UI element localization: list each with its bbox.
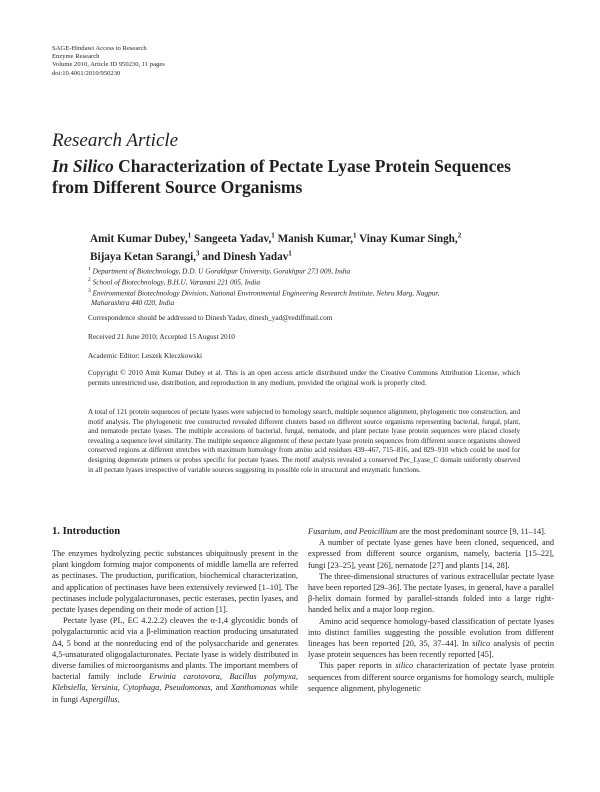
paragraph: Fusarium, and Penicillium are the most predominant source [9, 11–14]. (308, 527, 546, 536)
paragraph: Pectate lyase (PL, EC 4.2.2.2) cleaves the α-1,4 glycosidic bonds of polygalacturonic acid via a β-elimination reaction producing unsaturated Δ4, 5 bond at the nonreducing end of the polysaccharide and generates 4,5-unsaturated oligogalacturonates. Pectate lyase is widely distributed in diverse families of microorganisms and plants. The important members of bacterial family include Erwinia carotovora, Bacillus polymyxa, Klebsiella, Yersinia, Cytophaga, Pseudomonas, and Xanthomonas while in fungi Aspergillus, (52, 616, 299, 704)
author: Bijaya Ketan Sarangi,$^3$ (90, 249, 200, 263)
correspondence: Correspondence should be addressed to Dinesh Yadav, dinesh_yad@rediffmail.com (88, 313, 333, 322)
received-dates: Received 21 June 2010; Accepted 15 August 2010 (88, 332, 235, 341)
abstract: A total of 121 protein sequences of pectate lyases were subjected to homology search, multiple sequence alignment, phylogenetic tree construction, and motif analysis. The phylogenetic tree constructed revealed different clusters based on different source organisms representing bacterial, fungal, plant, and nematode pectate lyases. The multiple accessions of bacterial, fungal, nematode, and plant pectate lyase protein sequences were placed closely revealing a sequence level similarity. The multiple sequence alignment of these pectate lyase protein sequences from different source organisms showed conserved regions at different stretches with maximum homology from amino acid residues 439–467, 715–816, and 829–910 which could be used for designing degenerate primers or probes specific for pectate lyases. The motif analysis revealed a conserved Pec_Lyase_C domain uniformly observed in all pectate lyases irrespective of variable sources suggesting its possible role in structural and enzymatic functions. (88, 408, 520, 474)
affiliation-3: $^3$ Environmental Biotechnology Division, National Environmental Engineering Research Institute, Nehru Marg, Nagpur, (88, 288, 440, 298)
title-line2: from Different Source Organisms (52, 176, 303, 197)
title-line1: Characterization of Pectate Lyase Protein Sequences (113, 156, 511, 176)
header-publisher: SAGE-Hindawi Access to Research (52, 45, 147, 52)
section-heading: 1. Introduction (52, 526, 121, 537)
left-column (52, 548, 298, 705)
paper-title (52, 156, 552, 197)
header-doi: doi:10.4061/2010/950230 (52, 69, 121, 77)
author: and Dinesh Yadav$^1$ (202, 249, 292, 263)
affiliations (88, 265, 518, 308)
affiliation-1: $^1$ Department of Biotechnology, D.D. U Gorakhpur University, Gorakhpur 273 009, India (88, 266, 351, 276)
author-list (90, 228, 530, 264)
paragraph: The three-dimensional structures of various extracellular pectate lyase have been reported [29–36]. The pectate lyases, in general, have a parallel β-helix domain formed by parallel-strands folded into a large right-handed helix and a major loop region. (308, 571, 554, 615)
paragraph: Amino acid sequence homology-based classification of pectate lyases into distinct families suggesting the possible evolution from different lineages has been reported [20, 35, 37–44]. In silico analysis of pectin lyase protein sequences has been recently reported [45]. (308, 616, 554, 660)
header-journal: Enzyme Research (52, 53, 100, 61)
affiliation-2: $^2$ School of Biotechnology, B.H.U, Varanasi 221 005, India (88, 277, 260, 287)
title-italic: In Silico (52, 156, 114, 176)
paragraph: A number of pectate lyase genes have been cloned, sequenced, and expressed from different source organism, namely, bacteria [15–22], fungi [23–25], yeast [26], nematode [27] and plants [14, 28]. (308, 538, 554, 570)
academic-editor: Academic Editor: Leszek Kleczkowski (88, 351, 203, 360)
affiliation-3-cont: Maharashtra 440 020, India (91, 298, 175, 308)
paragraph: This paper reports in silico characterization of pectate lyase protein sequences from different source organisms for homology search, multiple sequence alignment, phylogenetic (308, 661, 554, 693)
author: Amit Kumar Dubey,$^1$ (90, 231, 192, 245)
header-volume: Volume 2010, Article ID 950230, 11 pages (52, 61, 165, 69)
article-type: Research Article (52, 130, 179, 151)
author: Manish Kumar,$^1$ (277, 231, 357, 245)
right-column (308, 526, 554, 694)
copyright-notice: Copyright © 2010 Amit Kumar Dubey et al. This is an open access article distributed under the Creative Commons Attribution License, which permits unrestricted use, distribution, and reproduction in any medium, provided the original work is properly cited. (88, 368, 520, 387)
author: Vinay Kumar Singh,$^2$ (359, 231, 462, 245)
author: Sangeeta Yadav,$^1$ (194, 231, 275, 245)
journal-header (52, 45, 165, 78)
paragraph: The enzymes hydrolyzing pectic substances ubiquitously present in the plant kingdom forming major components of middle lamella are referred as pectinases. The production, purification, biochemical characterization, and application of pectinases have been extensively reviewed [1–10]. The pectinases include polygalacturonases, pectic esterases, pectin lyases, and pectate lyases depending on their mode of action [1]. (52, 549, 298, 615)
